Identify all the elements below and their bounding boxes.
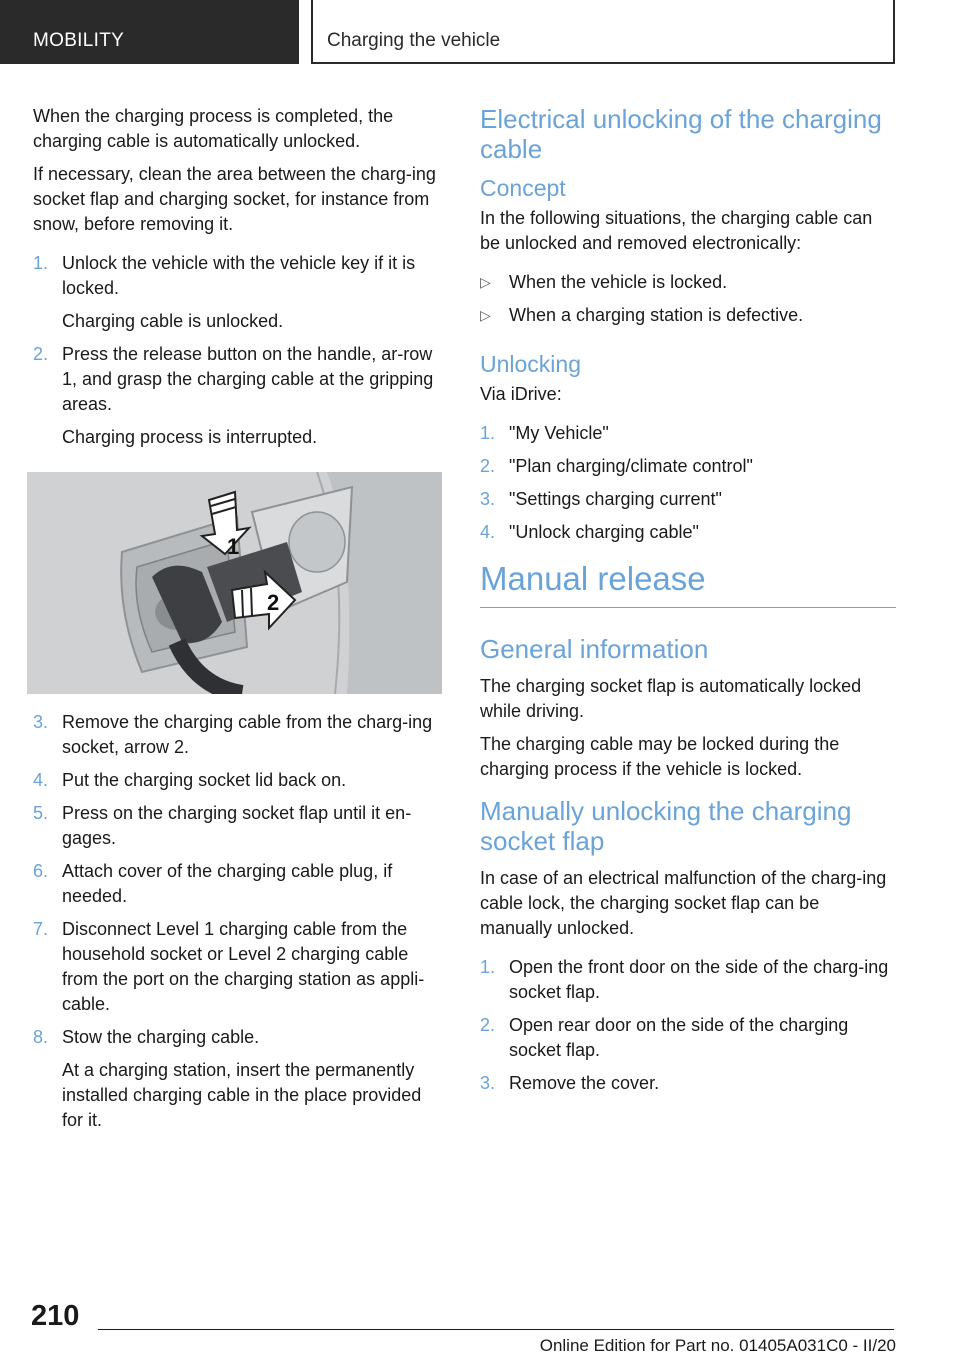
step-number: 4. [480, 522, 496, 542]
step-text: "Unlock charging cable" [509, 522, 699, 542]
step-item [33, 1025, 445, 1133]
step-result: Charging process is interrupted. [62, 427, 318, 447]
concept-paragraph: In the following situations, the charging cable can be unlocked and removed electronically: [480, 208, 873, 253]
step-text: Open the front door on the side of the charg-ing socket flap. [509, 957, 889, 1002]
general-information-heading: General information [480, 634, 709, 664]
bullet-text: When a charging station is defective. [509, 305, 804, 325]
step-number: 1. [480, 957, 496, 977]
chapter-tab [311, 0, 895, 64]
footer-divider [98, 1329, 894, 1330]
general-paragraph-1: The charging socket flap is automatically locked while driving. [480, 676, 862, 721]
step-text: Open rear door on the side of the charging socket flap. [509, 1015, 849, 1060]
step-text: Disconnect Level 1 charging cable from the household socket or Level 2 charging cable from the port on the charging station as appli-cable. [62, 919, 425, 1014]
manual-unlock-paragraph: In case of an electrical malfunction of the charg-ing cable lock, the charging socket flap can be manually unlocked. [480, 868, 887, 938]
intro-paragraph-1: When the charging process is completed, the charging cable is automatically unlocked. [33, 106, 394, 151]
step-text: "Plan charging/climate control" [509, 456, 753, 476]
chapter-title: Charging the vehicle [327, 30, 501, 51]
step-item [33, 251, 445, 334]
step-item [480, 487, 896, 512]
step-text: Stow the charging cable. [62, 1027, 260, 1047]
step-text: Remove the cover. [509, 1073, 660, 1093]
step-text: Unlock the vehicle with the vehicle key if it is locked. [62, 253, 416, 298]
removal-steps-a [33, 251, 445, 450]
charging-plug-drawing [27, 472, 442, 694]
step-item [33, 768, 445, 793]
manual-release-heading: Manual release [480, 559, 896, 608]
bullet-text: When the vehicle is locked. [509, 272, 728, 292]
step-item [480, 1013, 896, 1063]
edition-text: Online Edition for Part no. 01405A031C0 - II/20 [539, 1336, 896, 1355]
page-header [0, 0, 960, 66]
step-number: 2. [480, 456, 496, 476]
left-column [33, 104, 445, 1141]
step-number: 4. [33, 770, 49, 790]
step-number: 2. [33, 344, 49, 364]
step-text: Attach cover of the charging cable plug, if needed. [62, 861, 393, 906]
intro-paragraph-2: If necessary, clean the area between the charg-ing socket flap and charging socket, for instance from snow, before removing it. [33, 164, 436, 234]
step-number: 3. [480, 1073, 496, 1093]
electrical-unlocking-heading: Electrical unlocking of the charging cable [480, 104, 882, 164]
general-paragraph-2: The charging cable may be locked during the charging process if the vehicle is locked. [480, 734, 840, 779]
step-number: 2. [480, 1015, 496, 1035]
step-number: 1. [480, 423, 496, 443]
step-item [480, 421, 896, 446]
step-item [33, 801, 445, 851]
step-number: 8. [33, 1027, 49, 1047]
idrive-steps [480, 421, 896, 545]
unlocking-heading: Unlocking [480, 351, 581, 377]
step-text: Press on the charging socket flap until it en-gages. [62, 803, 412, 848]
via-idrive: Via iDrive: [480, 384, 562, 404]
step-text: "My Vehicle" [509, 423, 609, 443]
section-title: MOBILITY [33, 30, 125, 51]
step-number: 1. [33, 253, 49, 273]
arrow-2-label: 2 [267, 590, 280, 615]
step-item [33, 342, 445, 450]
step-item [480, 955, 896, 1005]
arrow-1-label: 1 [227, 534, 240, 559]
bullet-item [480, 270, 896, 295]
manual-unlock-heading: Manually unlocking the charging socket flap [480, 796, 852, 856]
step-result: At a charging station, insert the permanently installed charging cable in the place provided for it. [62, 1060, 422, 1130]
bullet-item [480, 303, 896, 328]
step-item [480, 520, 896, 545]
step-result: Charging cable is unlocked. [62, 311, 284, 331]
step-text: Put the charging socket lid back on. [62, 770, 347, 790]
triangle-bullet-icon: ▷ [480, 307, 491, 323]
step-number: 5. [33, 803, 49, 823]
concept-bullets [480, 270, 896, 328]
step-text: Remove the charging cable from the charg-ing socket, arrow 2. [62, 712, 433, 757]
right-column [480, 104, 896, 1104]
concept-heading: Concept [480, 175, 566, 201]
step-item [480, 454, 896, 479]
triangle-bullet-icon: ▷ [480, 274, 491, 290]
step-item [33, 917, 445, 1017]
step-number: 6. [33, 861, 49, 881]
section-tab [0, 0, 299, 64]
step-number: 7. [33, 919, 49, 939]
step-number: 3. [33, 712, 49, 732]
step-text: Press the release button on the handle, ar-row 1, and grasp the charging cable at the gripping areas. [62, 344, 434, 414]
step-text: "Settings charging current" [509, 489, 722, 509]
step-item [33, 710, 445, 760]
charging-plug-illustration [27, 472, 442, 694]
removal-steps-b [33, 710, 445, 1133]
manual-unlock-steps [480, 955, 896, 1096]
page-number: 210 [31, 1300, 80, 1332]
step-item [33, 859, 445, 909]
step-number: 3. [480, 489, 496, 509]
step-item [480, 1071, 896, 1096]
